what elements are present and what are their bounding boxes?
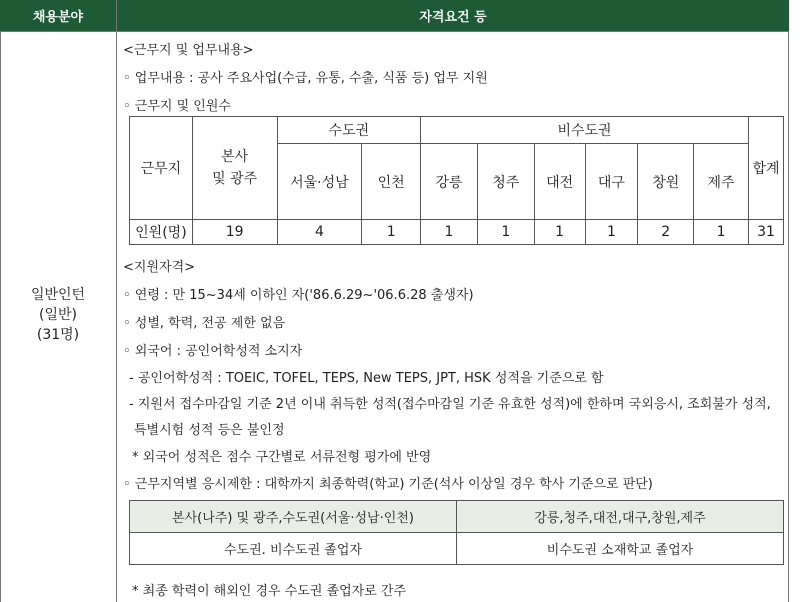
total-header: 합계: [749, 117, 784, 220]
headcount-cell: 4: [277, 220, 362, 245]
city-header: 대구: [585, 144, 638, 220]
location-heading: ◦ 근무지 및 인원수: [123, 99, 231, 114]
header-job-field: 채용분야: [0, 0, 116, 31]
headcount-total: 31: [749, 220, 784, 245]
region-limit: ◦ 근무지역별 응시제한 : 대학까지 최종학력(학교) 기준(석사 이상일 경우 학사 기준으로 판단): [123, 477, 653, 492]
language-tests: - 공인어학성적 : TOEIC, TOFEL, TEPS, New TEPS, JPT, HSK 성적을 기준으로 함: [129, 371, 604, 386]
hq-header-line1: 본사: [221, 149, 249, 165]
job-field-type: (일반): [39, 307, 77, 323]
nonmetro-group-header: 비수도권: [421, 117, 749, 144]
location-header: 근무지: [130, 117, 193, 220]
job-field-name: 일반인턴: [30, 287, 86, 303]
section-workplace-title: <근무지 및 업무내용>: [123, 43, 254, 58]
duty-description: ◦ 업무내용 : 공사 주요사업(수급, 유통, 수출, 식품 등) 업무 지원: [123, 71, 488, 86]
city-header: 강릉: [421, 144, 478, 220]
headcount-cell: 2: [638, 220, 694, 245]
headcount-cell: 1: [421, 220, 478, 245]
language-validity-cont: 특별시험 성적 등은 불인정: [134, 423, 285, 438]
hq-header: [192, 117, 277, 220]
hq-header-line2: 및 광주: [212, 171, 258, 187]
header-divider: [0, 31, 789, 32]
footnote: * 최종 학력이 해외인 경우 수도권 졸업자로 간주: [132, 584, 407, 599]
city-header: 서울·성남: [277, 144, 362, 220]
grad-value-metro: 수도권. 비수도권 졸업자: [130, 533, 457, 565]
city-header: 제주: [694, 144, 749, 220]
headcount-cell: 1: [585, 220, 638, 245]
job-field-cell: [0, 285, 116, 345]
grad-header-nonmetro: 강릉,청주,대전,대구,창원,제주: [457, 501, 784, 533]
city-header: 대전: [534, 144, 585, 220]
city-header: 창원: [638, 144, 694, 220]
location-headcount-table: [129, 116, 784, 245]
headcount-cell: 1: [477, 220, 534, 245]
metro-group-header: 수도권: [277, 117, 421, 144]
header-requirements: 자격요건 등: [117, 0, 789, 31]
language-validity: - 지원서 접수마감일 기준 2년 이내 취득한 성적(접수마감일 기준 유효한 성적)에 한하며 국외응시, 조회불가 성적,: [129, 397, 771, 412]
headcount-row-label: 인원(명): [130, 220, 193, 245]
headcount-cell: 1: [694, 220, 749, 245]
grad-header-metro: 본사(나주) 및 광주,수도권(서울·성남·인천): [130, 501, 457, 533]
section-eligibility-title: <지원자격>: [123, 260, 196, 275]
city-header: 인천: [362, 144, 421, 220]
headcount-cell: 1: [362, 220, 421, 245]
grad-value-nonmetro: 비수도권 소재학교 졸업자: [457, 533, 784, 565]
language-score-note: * 외국어 성적은 점수 구간별로 서류전형 평가에 반영: [132, 450, 432, 465]
job-field-count: (31명): [36, 327, 80, 343]
age-requirement: ◦ 연령 : 만 15~34세 이하인 자('86.6.29~'06.6.28 출생자): [123, 288, 474, 303]
language-requirement: ◦ 외국어 : 공인어학성적 소지자: [123, 344, 303, 359]
city-header: 청주: [477, 144, 534, 220]
column-divider: [116, 0, 117, 602]
graduation-region-table: [129, 500, 784, 565]
headcount-cell: 1: [534, 220, 585, 245]
headcount-cell: 19: [192, 220, 277, 245]
no-restriction: ◦ 성별, 학력, 전공 제한 없음: [123, 316, 286, 331]
